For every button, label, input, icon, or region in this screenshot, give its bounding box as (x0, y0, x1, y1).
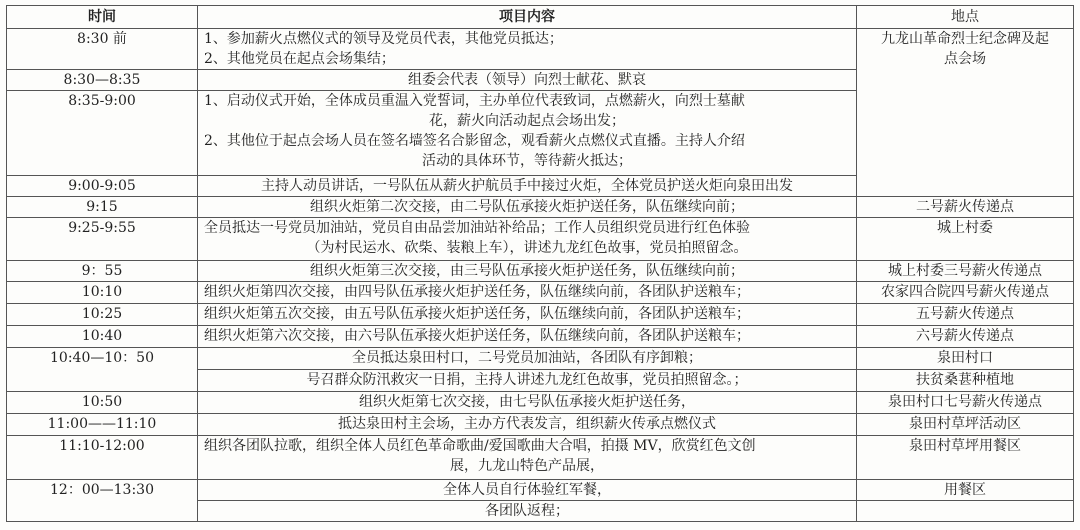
content-cell: 主持人动员讲话，一号队伍从薪火护航员手中接过火炬，全体党员护送火炬向泉田出发 (198, 176, 857, 197)
content-line: 2、其他位于起点会场人员在签名墙签名合影留念，观看薪火点燃仪式直播。主持人介绍 (204, 133, 745, 149)
content-cell: 组织火炬第七次交接，由七号队伍承接火炬护送任务， (198, 392, 857, 414)
content-cell: 组织火炬第四次交接，由四号队伍承接火炬护送任务，队伍继续向前，各团队护送粮车； (198, 282, 857, 304)
location-cell: 用餐区 (857, 480, 1074, 501)
location-cell: 二号薪火传递点 (857, 197, 1074, 218)
table-row (7, 414, 1074, 436)
table-row (7, 392, 1074, 414)
table-row (7, 348, 1074, 370)
content-line: 全员抵达一号党员加油站，党员自由品尝加油站补给品；工作人员组织党员进行红色体验 (204, 220, 750, 236)
location-cell: 农家四合院四号薪火传递点 (857, 282, 1074, 304)
time-cell: 9:15 (7, 197, 198, 218)
content-cell: 抵达泉田村主会场，主办方代表发言，组织薪火传承点燃仪式 (198, 414, 857, 436)
content-cell: 组织火炬第六次交接，由六号队伍承接火炬护送任务，队伍继续向前，各团队护送粮车； (198, 326, 857, 348)
location-cell: 五号薪火传递点 (857, 304, 1074, 326)
time-cell: 12：00—13:30 (7, 480, 198, 522)
table-row (7, 436, 1074, 480)
content-cell: 组织火炬第五次交接，由五号队伍承接火炬护送任务，队伍继续向前，各团队护送粮车； (198, 304, 857, 326)
location-line: 九龙山革命烈士纪念碑及起 (881, 31, 1049, 47)
content-cell: 号召群众防汛救灾一日捐，主持人讲述九龙红色故事，党员拍照留念。； (198, 370, 857, 392)
time-cell: 9:25-9:55 (7, 218, 198, 261)
content-cell (198, 29, 857, 70)
time-cell: 11:00——11:10 (7, 414, 198, 436)
location-cell: 城上村委三号薪火传递点 (857, 261, 1074, 282)
content-line: 花，薪火向活动起点会场出发； (429, 113, 625, 129)
time-cell: 9：55 (7, 261, 198, 282)
header-content: 项目内容 (198, 6, 857, 29)
content-cell (198, 91, 857, 176)
content-cell: 组织火炬第二次交接，由二号队伍承接火炬护送任务，队伍继续向前； (198, 197, 857, 218)
location-cell: 六号薪火传递点 (857, 326, 1074, 348)
table-row (7, 326, 1074, 348)
content-cell (198, 436, 857, 480)
time-cell: 10:40—10：50 (7, 348, 198, 392)
table-row (7, 261, 1074, 282)
content-cell: 组织火炬第三次交接，由三号队伍承接火炬护送任务，队伍继续向前； (198, 261, 857, 282)
time-cell: 10:40 (7, 326, 198, 348)
content-line: 展，九龙山特色产品展， (450, 458, 604, 474)
location-cell: 城上村委 (857, 218, 1074, 261)
time-cell: 10:25 (7, 304, 198, 326)
table-row (7, 282, 1074, 304)
time-cell: 10:50 (7, 392, 198, 414)
header-location: 地点 (857, 6, 1074, 29)
content-line: （为村民运水、砍柴、装粮上车），讲述九龙红色故事，党员拍照留念。 (306, 240, 748, 256)
content-cell: 组委会代表（领导）向烈士献花、默哀 (198, 70, 857, 91)
content-cell: 各团队返程； (198, 501, 857, 522)
location-cell: 泉田村口 (857, 348, 1074, 370)
location-line: 点会场 (944, 51, 986, 67)
location-cell: 扶贫桑葚种植地 (857, 370, 1074, 392)
table-row (7, 480, 1074, 501)
table-row (7, 218, 1074, 261)
table-row (7, 29, 1074, 70)
content-cell (198, 218, 857, 261)
time-cell: 8:35-9:00 (7, 91, 198, 176)
content-line: 1、参加薪火点燃仪式的领导及党员代表，其他党员抵达； (204, 31, 563, 47)
content-line: 活动的具体环节，等待薪火抵达； (422, 153, 632, 169)
schedule-table (6, 5, 1074, 522)
table-row (7, 304, 1074, 326)
header-time: 时间 (7, 6, 198, 29)
time-cell: 8:30—8:35 (7, 70, 198, 91)
time-cell: 10:10 (7, 282, 198, 304)
content-line: 2、其他党员在起点会场集结； (204, 51, 395, 67)
location-cell: 泉田村草坪活动区 (857, 414, 1074, 436)
time-cell: 8:30 前 (7, 29, 198, 70)
table-row (7, 197, 1074, 218)
content-cell: 全体人员自行体验红军餐， (198, 480, 857, 501)
time-cell: 9:00-9:05 (7, 176, 198, 197)
location-cell: 泉田村草坪用餐区 (857, 436, 1074, 480)
header-row (7, 6, 1074, 29)
content-line: 组织各团队拉歌，组织全体人员红色革命歌曲/爱国歌曲大合唱，拍摄 MV，欣赏红色文创 (204, 438, 756, 454)
content-cell: 全员抵达泉田村口，二号党员加油站，各团队有序卸粮； (198, 348, 857, 370)
location-cell: 泉田村口七号薪火传递点 (857, 392, 1074, 414)
time-cell: 11:10-12:00 (7, 436, 198, 480)
location-cell (857, 29, 1074, 197)
location-cell (857, 501, 1074, 522)
content-line: 1、启动仪式开始，全体成员重温入党誓词，主办单位代表致词，点燃薪火，向烈士墓献 (204, 93, 745, 109)
